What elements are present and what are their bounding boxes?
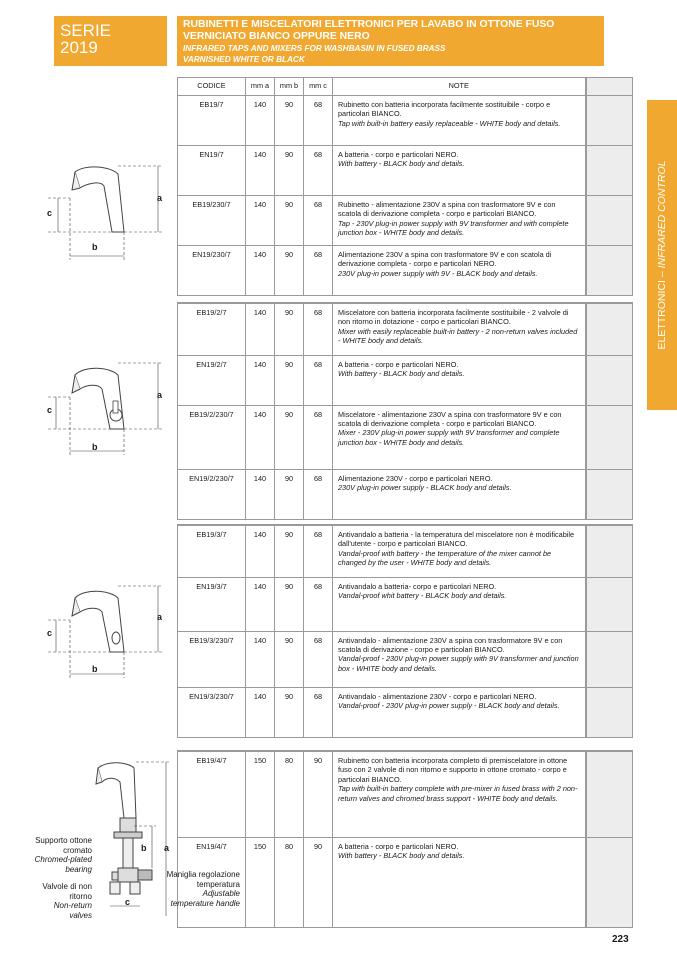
dim-a-4: a: [164, 843, 170, 853]
row-code: EN19/4/7: [178, 837, 246, 927]
product-table-4: [177, 750, 633, 928]
row-code: EB19/3/7: [178, 525, 246, 577]
dim-b-1: b: [92, 242, 98, 252]
row-extra: [586, 469, 633, 519]
note-it: A batteria - corpo e particolari NERO.: [338, 359, 459, 369]
series-label: SERIE: [60, 21, 112, 40]
row-c: 68: [304, 146, 333, 196]
side-tab-en: INFRARED CONTROL: [656, 160, 668, 269]
col-code: CODICE: [178, 78, 246, 96]
col-note: NOTE: [333, 78, 586, 96]
table-row: [178, 303, 633, 355]
note-en: 230V plug-in power supply with 9V - BLACK body and details.: [338, 268, 538, 278]
side-tab-sep: –: [656, 268, 668, 281]
dim-a-1: a: [157, 193, 163, 203]
table-row: [178, 631, 633, 687]
table-row: [178, 96, 633, 146]
row-note: [333, 146, 586, 196]
row-a: 140: [246, 303, 275, 355]
table-row: [178, 751, 633, 837]
row-c: 68: [304, 469, 333, 519]
label-support-en: Chromed-plated bearing: [34, 855, 92, 874]
row-c: 68: [304, 405, 333, 469]
row-b: 90: [275, 469, 304, 519]
note-it: Rubinetto - alimentazione 230V a spina con trasformatore 9V e con scatola di derivazione completa - corpo e particolari BIANCO.: [338, 200, 556, 219]
note-it: Rubinetto con batteria incorporata facilmente sostituibile - corpo e particolari BIANCO.: [338, 100, 551, 119]
row-b: 90: [275, 246, 304, 296]
note-it: Alimentazione 230V a spina con trasformatore 9V e con scatola di derivazione completa - corpo e particolari NERO.: [338, 250, 552, 269]
note-en: Vandal-proof whit battery - BLACK body and details.: [338, 590, 507, 600]
note-en: With battery - BLACK body and details.: [338, 159, 465, 169]
series-badge: [54, 16, 167, 66]
row-note: [333, 196, 586, 246]
dim-c-4: c: [125, 897, 131, 907]
page-number: 223: [612, 934, 629, 945]
row-code: EB19/230/7: [178, 196, 246, 246]
row-note: [333, 469, 586, 519]
row-a: 140: [246, 469, 275, 519]
row-code: EN19/7: [178, 146, 246, 196]
row-code: EB19/4/7: [178, 751, 246, 837]
row-extra: [586, 525, 633, 577]
note-it: Antivandalo a batteria- corpo e particolari NERO.: [338, 581, 497, 591]
note-it: A batteria - corpo e particolari NERO.: [338, 150, 459, 159]
note-it: Alimentazione 230V - corpo e particolari NERO.: [338, 473, 493, 483]
table-row: [178, 355, 633, 405]
row-c: 68: [304, 246, 333, 296]
dim-c-2: c: [47, 405, 53, 415]
row-c: 68: [304, 687, 333, 737]
table-row: [178, 246, 633, 296]
row-code: EN19/3/7: [178, 577, 246, 631]
row-b: 90: [275, 577, 304, 631]
table-row: [178, 196, 633, 246]
row-a: 140: [246, 196, 275, 246]
note-en: Tap with built-in battery easily replaceable - WHITE body and details.: [338, 118, 561, 128]
row-c: 68: [304, 525, 333, 577]
note-en: With battery - BLACK body and details.: [338, 850, 465, 860]
dim-c-3: c: [47, 628, 53, 638]
row-c: 90: [304, 837, 333, 927]
row-note: [333, 355, 586, 405]
row-extra: [586, 146, 633, 196]
row-note: [333, 631, 586, 687]
dim-b-3: b: [92, 664, 98, 674]
row-b: 90: [275, 96, 304, 146]
header-subtitle-1: INFRARED TAPS AND MIXERS FOR WASHBASIN IN FUSED BRASS: [183, 44, 446, 53]
product-table-3: [177, 524, 633, 738]
header-subtitle-2: VARNISHED WHITE OR BLACK: [183, 55, 305, 64]
row-code: EN19/2/7: [178, 355, 246, 405]
header-title-2: VERNICIATO BIANCO OPPURE NERO: [183, 31, 370, 42]
row-extra: [586, 751, 633, 837]
row-c: 68: [304, 196, 333, 246]
row-extra: [586, 631, 633, 687]
row-a: 140: [246, 96, 275, 146]
row-a: 140: [246, 246, 275, 296]
note-it: A batteria - corpo e particolari NERO.: [338, 841, 459, 851]
label-handle-it: Maniglia regolazione temperatura: [166, 870, 240, 889]
table-row: [178, 837, 633, 927]
row-note: [333, 577, 586, 631]
label-valves-en: Non-return valves: [53, 901, 92, 920]
row-extra: [586, 687, 633, 737]
note-it: Antivandalo - alimentazione 230V - corpo e particolari NERO.: [338, 691, 537, 701]
row-code: EN19/2/230/7: [178, 469, 246, 519]
row-code: EB19/7: [178, 96, 246, 146]
row-note: [333, 405, 586, 469]
row-code: EB19/3/230/7: [178, 631, 246, 687]
row-c: 68: [304, 577, 333, 631]
row-extra: [586, 196, 633, 246]
row-note: [333, 751, 586, 837]
note-en: Mixer - 230V plug-in power supply with 9V transformer and complete junction box - WHITE body and details.: [338, 428, 560, 447]
label-handle: [158, 870, 240, 908]
row-b: 80: [275, 751, 304, 837]
row-note: [333, 303, 586, 355]
row-a: 140: [246, 405, 275, 469]
row-a: 150: [246, 837, 275, 927]
note-en: Vandal-proof with battery - the temperature of the mixer cannot be changed by the user - WHITE body and details.: [338, 548, 552, 568]
table-header: [178, 78, 633, 96]
label-valves: [30, 882, 92, 920]
label-valves-it: Valvole di non ritorno: [42, 882, 92, 901]
col-extra: [586, 78, 633, 96]
series-year: 2019: [60, 38, 98, 57]
row-code: EN19/3/230/7: [178, 687, 246, 737]
note-en: With battery - BLACK body and details.: [338, 368, 465, 378]
note-it: Antivandalo a batteria - la temperatura del miscelatore non è modificabile dall'utente - corpo e particolari BIANCO.: [338, 530, 575, 549]
note-en: Tap with built-in battery complete with pre-mixer in fused brass with 2 non-return valves and chromed brass support - WHITE body and details.: [338, 784, 578, 803]
note-it: Miscelatore - alimentazione 230V a spina con trasformatore 9V e con scatola di derivazione completa - corpo e particolari BIANCO.: [338, 409, 562, 428]
table-row: [178, 525, 633, 577]
row-extra: [586, 577, 633, 631]
table-row: [178, 469, 633, 519]
row-c: 68: [304, 355, 333, 405]
note-en: Tap - 230V plug-in power supply with 9V transformer and with complete junction box - WHITE body and details.: [338, 218, 569, 238]
row-extra: [586, 303, 633, 355]
row-b: 90: [275, 687, 304, 737]
table-row: [178, 577, 633, 631]
row-c: 68: [304, 96, 333, 146]
note-en: 230V plug-in power supply - BLACK body and details.: [338, 482, 512, 492]
row-b: 90: [275, 525, 304, 577]
row-b: 90: [275, 355, 304, 405]
label-handle-en: Adjustable temperature handle: [170, 889, 240, 908]
row-note: [333, 687, 586, 737]
row-a: 150: [246, 751, 275, 837]
row-code: EB19/2/7: [178, 303, 246, 355]
row-a: 140: [246, 687, 275, 737]
row-a: 140: [246, 525, 275, 577]
col-b: mm b: [275, 78, 304, 96]
note-it: Miscelatore con batteria incorporata facilmente sostituibile - 2 valvole di non ritorno in dotazione - corpo e particolari BIANCO.: [338, 308, 569, 327]
header-title-1: RUBINETTI E MISCELATORI ELETTRONICI PER LAVABO IN OTTONE FUSO: [183, 19, 555, 30]
table-row: [178, 146, 633, 196]
label-support: [18, 836, 92, 874]
row-note: [333, 837, 586, 927]
row-extra: [586, 405, 633, 469]
dim-a-3: a: [157, 612, 163, 622]
row-a: 140: [246, 631, 275, 687]
product-table-1: [177, 77, 633, 296]
row-a: 140: [246, 355, 275, 405]
note-en: Vandal-proof - 230V plug-in power supply - BLACK body and details.: [338, 700, 560, 710]
row-b: 90: [275, 146, 304, 196]
side-tab-it: ELETTRONICI: [656, 280, 668, 350]
row-a: 140: [246, 146, 275, 196]
note-it: Antivandalo - alimentazione 230V a spina con trasformatore 9V e con scatola di derivazione - corpo e particolari BIANCO.: [338, 635, 563, 654]
side-tab: [647, 100, 677, 410]
dim-a-2: a: [157, 390, 163, 400]
col-c: mm c: [304, 78, 333, 96]
row-b: 80: [275, 837, 304, 927]
row-note: [333, 96, 586, 146]
label-support-it: Supporto ottone cromato: [35, 836, 92, 855]
row-code: EB19/2/230/7: [178, 405, 246, 469]
row-extra: [586, 837, 633, 927]
row-a: 140: [246, 577, 275, 631]
dim-b-4: b: [141, 843, 147, 853]
row-c: 90: [304, 751, 333, 837]
tap-diagram-1: [40, 160, 175, 265]
table-row: [178, 405, 633, 469]
row-note: [333, 246, 586, 296]
row-extra: [586, 96, 633, 146]
row-c: 68: [304, 631, 333, 687]
col-a: mm a: [246, 78, 275, 96]
table-row: [178, 687, 633, 737]
product-table-2: [177, 302, 633, 520]
row-b: 90: [275, 405, 304, 469]
row-extra: [586, 246, 633, 296]
row-code: EN19/230/7: [178, 246, 246, 296]
row-b: 90: [275, 303, 304, 355]
row-note: [333, 525, 586, 577]
dim-b-2: b: [92, 442, 98, 452]
mixer-diagram-2: [40, 355, 175, 460]
note-it: Rubinetto con batteria incorporata completo di premiscelatore in ottone fuso con 2 valvole di non ritorno e supporto in ottone cromato - corpo e particolari BIANCO.: [338, 756, 568, 784]
note-en: Mixer with easily replaceable built-in battery - 2 non-return valves included - WHITE body and details.: [338, 326, 578, 346]
page-header: [177, 16, 604, 66]
note-en: Vandal-proof - 230V plug-in power supply with 9V transformer and junction box - WHITE body and details.: [338, 654, 579, 673]
vandal-proof-diagram-3: [40, 578, 175, 683]
row-b: 90: [275, 631, 304, 687]
row-extra: [586, 355, 633, 405]
dim-c-1: c: [47, 208, 53, 218]
row-c: 68: [304, 303, 333, 355]
row-b: 90: [275, 196, 304, 246]
